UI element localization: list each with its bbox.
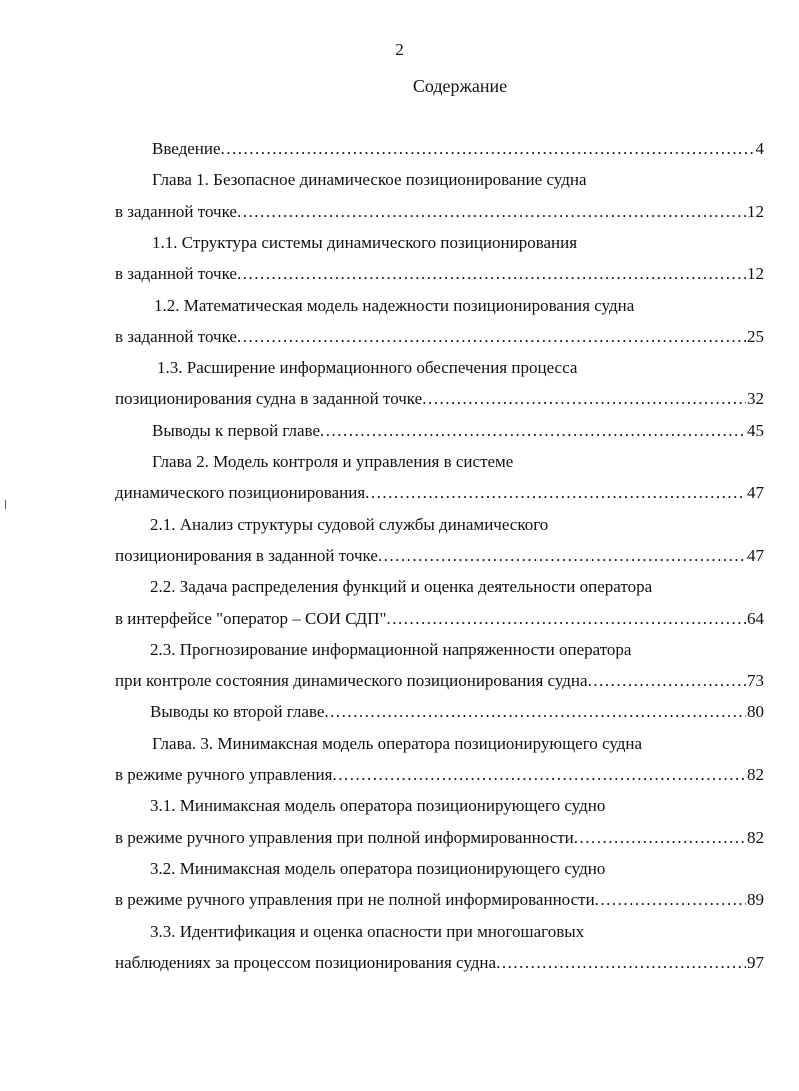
toc-entry-text: при контроле состояния динамического позиционирования судна — [115, 671, 588, 691]
toc-entry-text: в интерфейсе "оператор – СОИ СДП" — [115, 608, 387, 628]
toc-leader-line — [115, 826, 764, 850]
toc-entry-text: 2.1. Анализ структуры судовой службы динамического — [150, 514, 549, 534]
toc-entry-text: Глава 1. Безопасное динамическое позиционирование судна — [152, 170, 587, 190]
toc-page-number: 82 — [747, 827, 764, 847]
toc-leader-line — [115, 669, 764, 693]
toc-page-number: 25 — [747, 326, 764, 346]
toc-leader-line — [115, 262, 764, 286]
toc-page-number: 32 — [747, 389, 764, 409]
toc-page-number: 12 — [747, 264, 764, 284]
toc-entry-text: позиционирования в заданной точке — [115, 545, 378, 565]
toc-entry-text: 3.1. Минимаксная модель оператора позиционирующего судно — [150, 796, 606, 816]
toc-entry-text: в заданной точке — [115, 264, 237, 284]
toc-page-number: 4 — [755, 139, 764, 158]
dot-leader — [496, 951, 746, 975]
toc-page-number: 64 — [747, 608, 764, 628]
toc-entry-text: в заданной точке — [115, 201, 237, 221]
dot-leader — [422, 387, 746, 411]
dot-leader — [332, 763, 746, 787]
toc-leader-line — [152, 419, 764, 443]
toc-entry-text: Выводы к первой главе — [152, 420, 321, 440]
dot-leader — [378, 544, 746, 568]
toc-entry-text: наблюдениях за процессом позиционирования судна — [115, 952, 497, 972]
toc-page-number: 80 — [747, 702, 764, 722]
toc-entry-text: 2.2. Задача распределения функций и оценка деятельности оператора — [150, 577, 653, 597]
toc-entry-text: Введение — [152, 139, 221, 158]
page-number: 2 — [395, 40, 404, 59]
toc-entry-text: в режиме ручного управления при полной информированности — [115, 827, 574, 847]
toc-page-number: 89 — [747, 890, 764, 910]
dot-leader — [324, 700, 746, 724]
toc-entry-text: в режиме ручного управления — [115, 765, 333, 784]
toc-page-number: 47 — [747, 483, 764, 503]
toc-leader-line — [115, 544, 764, 568]
toc-page-number: 12 — [747, 201, 764, 221]
toc-entry-text: 1.2. Математическая модель надежности позиционирования судна — [154, 295, 635, 315]
toc-entry-text: 3.2. Минимаксная модель оператора позиционирующего судно — [150, 858, 606, 878]
dot-leader — [588, 669, 746, 693]
toc-entry-text: 1.3. Расширение информационного обеспечения процесса — [157, 358, 578, 378]
toc-page-number: 97 — [747, 952, 764, 972]
toc-page-number: 47 — [747, 545, 764, 565]
toc-leader-line — [115, 951, 764, 975]
dot-leader — [595, 888, 746, 912]
toc-leader-line — [152, 137, 764, 161]
toc-entry-text: 1.1. Структура системы динамического позиционирования — [152, 232, 578, 252]
toc-entry-text: динамического позиционирования — [115, 483, 366, 503]
toc-leader-line — [115, 888, 764, 912]
dot-leader — [237, 262, 746, 286]
toc-entry-text: 3.3. Идентификация и оценка опасности при многошаговых — [150, 921, 585, 941]
dot-leader — [221, 137, 755, 161]
toc-entry-text: Глава 2. Модель контроля и управления в системе — [152, 452, 514, 471]
toc-page-number: 45 — [747, 420, 764, 440]
toc-entry-text: в режиме ручного управления при не полной информированности — [115, 890, 595, 910]
toc-leader-line — [115, 387, 764, 411]
dot-leader — [574, 826, 746, 850]
toc-leader-line — [115, 325, 764, 349]
toc-entry-text: Глава. 3. Минимаксная модель оператора позиционирующего судна — [152, 733, 643, 753]
dot-leader — [387, 607, 747, 631]
toc-page-number: 82 — [747, 765, 764, 784]
toc-leader-line — [115, 763, 764, 787]
toc-entry-text: Выводы ко второй главе — [150, 702, 325, 722]
dot-leader — [237, 325, 746, 349]
dot-leader — [237, 200, 746, 224]
toc-leader-line — [150, 700, 764, 724]
margin-mark — [5, 500, 6, 509]
toc-title: Содержание — [412, 76, 508, 96]
dot-leader — [365, 481, 746, 505]
toc-entry-text: 2.3. Прогнозирование информационной напряженности оператора — [150, 639, 632, 659]
toc-entry-text: в заданной точке — [115, 326, 237, 346]
toc-leader-line — [115, 481, 764, 505]
toc-page-number: 73 — [747, 671, 764, 691]
toc-leader-line — [115, 200, 764, 224]
toc-leader-line — [115, 607, 764, 631]
toc-entry-text: позиционирования судна в заданной точке — [115, 389, 423, 409]
dot-leader — [320, 419, 746, 443]
